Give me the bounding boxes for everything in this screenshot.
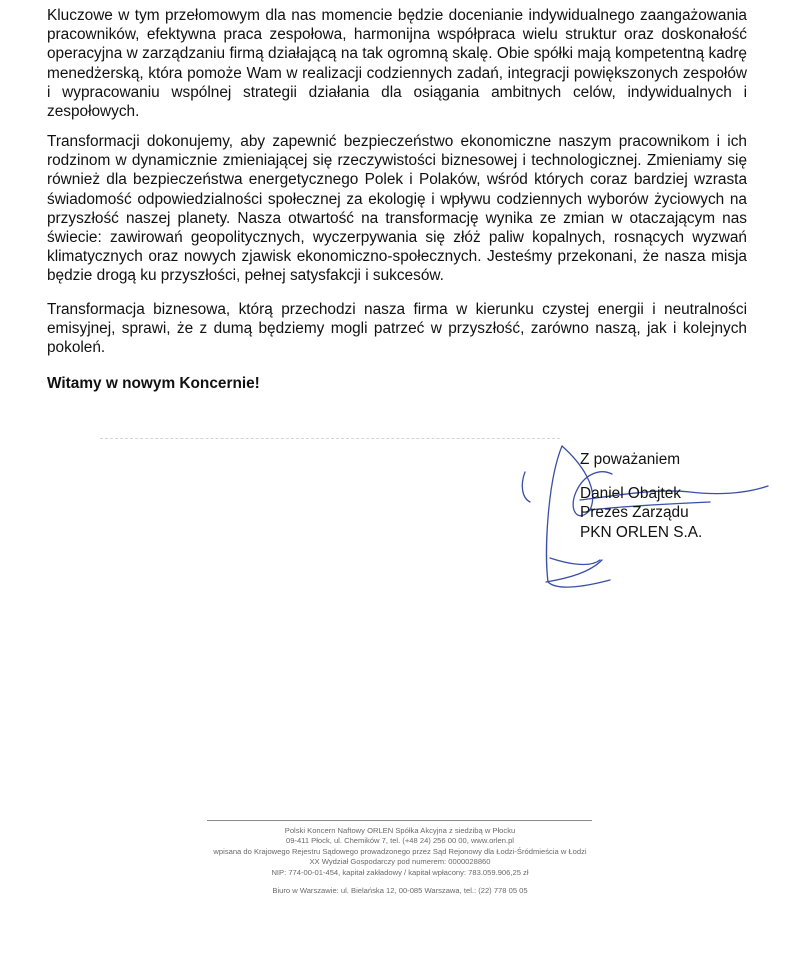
footer-line-2: 09-411 Płock, ul. Chemików 7, tel. (+48 24) 256 00 00, www.orlen.pl (285, 836, 514, 846)
footer-line-1: Polski Koncern Naftowy ORLEN Spółka Akcyjna z siedzibą w Płocku (284, 826, 516, 835)
footer-line-4: XX Wydział Gospodarczy pod numerem: 0000028860 (309, 857, 491, 867)
salutation: Z poważaniem (580, 451, 681, 468)
signer-company: PKN ORLEN S.A. (580, 523, 703, 541)
footer-line-5: NIP: 774-00-01-454, kapitał zakładowy / kapitał wpłacony: 783.059.906,25 zł (271, 867, 529, 877)
closing-block (580, 450, 702, 542)
company-footer (150, 826, 650, 896)
footer-line-6: Biuro w Warszawie: ul. Bielańska 12, 00-085 Warszawa, tel.: (22) 778 05 05 (272, 886, 528, 896)
signer-name: Daniel Obajtek (580, 484, 681, 502)
signer-role: Prezes Zarządu (580, 504, 689, 521)
welcome-line: Witamy w nowym Koncernie! (47, 375, 260, 392)
faint-divider (100, 438, 560, 439)
footer-line-3: wpisana do Krajowego Rejestru Sądowego prowadzonego przez Sąd Rejonowy dla Łodzi-Śródmieścia w Łodzi (213, 846, 587, 856)
footer-divider (207, 820, 592, 821)
body-paragraph-2: Transformacji dokonujemy, aby zapewnić bezpieczeństwo ekonomiczne naszym pracownikom i ich rodzinom w dynamicznie zmieniającej się rzeczywistości biznesowej i technologicznej. Zmieniamy się również dla bezpieczeństwa energetycznego Polek i Polaków, wśród których coraz bardziej wzrasta świadomość odpowiedzialności społecznej za ekologię i wpływu codziennych wyborów życiowych na przyszłość naszej planety. Nasza otwartość na transformację wynika ze zmian w otaczającym nas świecie: zawirowań geopolitycznych, wyczerpywania się złóż paliw kopalnych, rosnących wyzwań klimatycznych oraz nowych zjawisk ekonomiczno-społecznych. Jesteśmy przekonani, że nasza misja będzie drogą ku przyszłości, pełnej satysfakcji i sukcesów. (47, 133, 747, 285)
body-paragraph-1: Kluczowe w tym przełomowym dla nas momencie będzie docenianie indywidualnego zaangażowania pracowników, efektywna praca zespołowa, harmonijna współpraca wielu struktur oraz doskonałość operacyjna w zarządzaniu firmą działającą na tak ogromną skalę. Obie spółki mają kompetentną kadrę menedżerską, która pomoże Wam w realizacji codziennych zadań, integracji powiększonych zespołów i wypracowaniu wspólnej strategii działania dla osiągania ambitnych celów, indywidualnych i zespołowych. (47, 7, 747, 121)
body-paragraph-3: Transformacja biznesowa, którą przechodzi nasza firma w kierunku czystej energii i neutralności emisyjnej, sprawi, że z dumą będziemy mogli patrzeć w przyszłość, zarówno naszą, jak i kolejnych pokoleń. (47, 301, 747, 357)
